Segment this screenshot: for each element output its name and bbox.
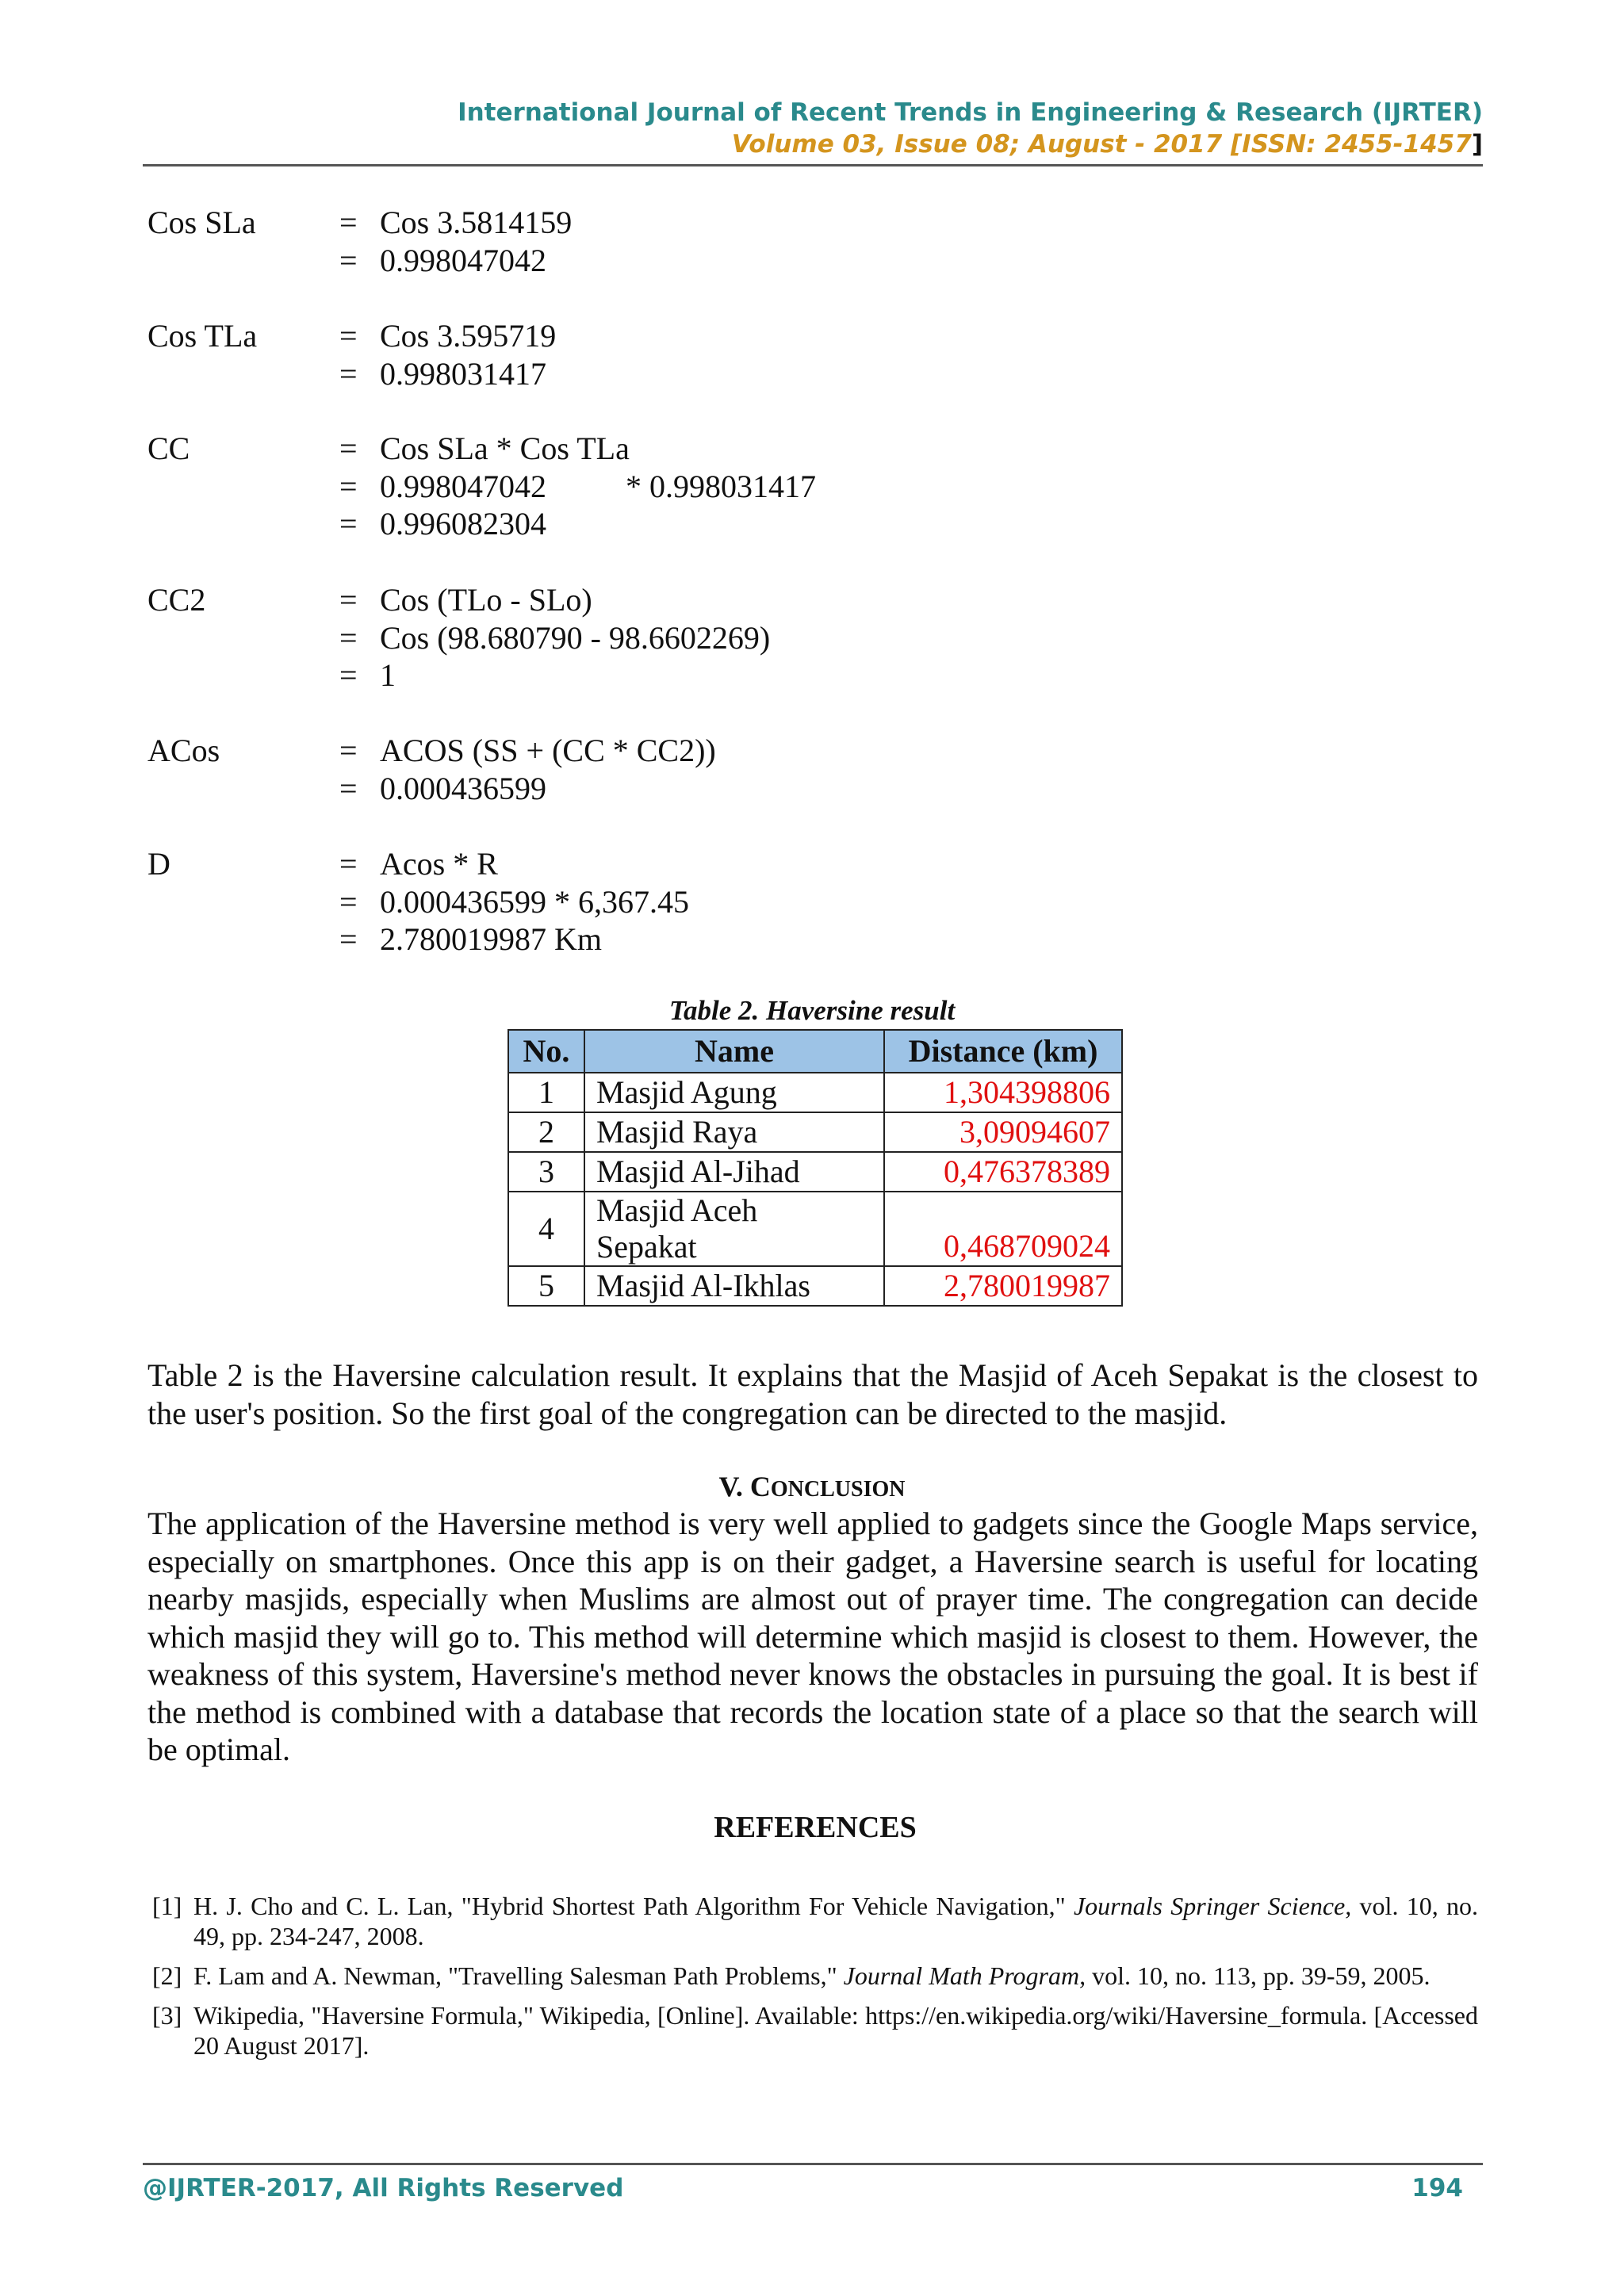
reference-text: Wikipedia, "Haversine Formula," Wikipedia, [Online]. Available: https://en.wikipedia.org/wiki/Haversine_formula. [Accessed 20 August 2017].	[193, 2001, 1478, 2060]
cell-no: 5	[508, 1266, 584, 1306]
table-row	[508, 1152, 1122, 1192]
reference-item	[152, 2000, 1478, 2061]
equation-expression: Cos (98.680790 - 98.6602269)	[380, 619, 771, 656]
reference-number: [2]	[152, 1961, 182, 1990]
journal-title: International Journal of Recent Trends in Engineering & Research (IJRTER)	[458, 98, 1483, 127]
table-row	[508, 1073, 1122, 1112]
conclusion-paragraph: The application of the Haversine method is very well applied to gadgets since the Google Maps service, especially on smartphones. Once this app is on their gadget, a Haversine search is useful for locating nearby masjids, especially when Muslims are almost out of prayer time. The congregation can decide which masjid they will go to. This method will determine which masjid is closest to them. However, the weakness of this system, Haversine's method never knows the obstacles in pursuing the goal. It is best if the method is combined with a database that records the location state of a place so that the search will be optimal.	[147, 1506, 1478, 1767]
reference-item	[152, 1891, 1478, 1951]
cell-distance: 3,09094607	[884, 1112, 1122, 1152]
table-row	[508, 1266, 1122, 1306]
haversine-result-table	[508, 1029, 1123, 1307]
references-heading: REFERENCES	[714, 1811, 917, 1844]
table-caption: Table 2. Haversine result	[668, 995, 956, 1026]
equals-sign: =	[339, 506, 358, 542]
equation-expression: Cos (TLo - SLo)	[380, 582, 592, 618]
equals-sign: =	[339, 733, 358, 768]
equation-expression: Cos 3.595719	[380, 318, 557, 354]
cell-name: Masjid Raya	[584, 1112, 884, 1152]
table-header-row	[508, 1030, 1122, 1073]
equals-sign: =	[339, 355, 358, 392]
equation-label: CC2	[147, 582, 206, 618]
equation-expression: 0.000436599	[380, 770, 546, 806]
equals-sign: =	[339, 921, 358, 958]
reference-text: H. J. Cho and C. L. Lan, "Hybrid Shortest Path Algorithm For Vehicle Navigation,"	[193, 1892, 1074, 1920]
reference-number: [1]	[152, 1892, 182, 1920]
cell-distance: 0,476378389	[884, 1152, 1122, 1192]
cell-distance: 2,780019987	[884, 1266, 1122, 1306]
reference-number: [3]	[152, 2001, 182, 2030]
page-number: 194	[1411, 2174, 1463, 2202]
cell-no: 2	[508, 1112, 584, 1152]
volume-bracket: ]	[1471, 130, 1483, 159]
footer-rule	[143, 2163, 1483, 2165]
equation-expression: 0.998047042 * 0.998031417	[380, 468, 816, 504]
references-list	[152, 1891, 1478, 2070]
equation-label: CC	[147, 430, 190, 466]
equation-label: Cos SLa	[147, 205, 256, 240]
equals-sign: =	[339, 770, 358, 806]
equals-sign: =	[339, 582, 358, 618]
equation-expression: 0.998031417	[380, 355, 546, 392]
cell-name	[584, 1192, 884, 1266]
equation-label: Cos TLa	[147, 318, 258, 354]
cell-no: 4	[508, 1192, 584, 1266]
table-row	[508, 1192, 1122, 1266]
equals-sign: =	[339, 883, 358, 920]
header-rule	[143, 164, 1483, 166]
reference-details: vol. 10, no. 113, pp. 39-59, 2005.	[1086, 1961, 1431, 1990]
cell-distance: 1,304398806	[884, 1073, 1122, 1112]
equals-sign: =	[339, 430, 358, 466]
equation-expression: Cos SLa * Cos TLa	[380, 430, 630, 466]
equals-sign: =	[339, 318, 358, 354]
equals-sign: =	[339, 205, 358, 240]
equals-sign: =	[339, 846, 358, 882]
footer-copyright: @IJRTER-2017, All Rights Reserved	[143, 2174, 624, 2202]
reference-item	[152, 1961, 1478, 1991]
cell-name: Masjid Al-Jihad	[584, 1152, 884, 1192]
equation-expression: 1	[380, 657, 396, 694]
equals-sign: =	[339, 619, 358, 656]
column-header-name: Name	[584, 1030, 884, 1073]
cell-name-line: Masjid Aceh	[596, 1192, 758, 1228]
equals-sign: =	[339, 657, 358, 694]
equation-expression: 2.780019987 Km	[380, 921, 602, 958]
equals-sign: =	[339, 242, 358, 278]
equation-expression: 0.000436599 * 6,367.45	[380, 883, 689, 920]
equation-expression: 0.998047042	[380, 242, 546, 278]
reference-text: F. Lam and A. Newman, "Travelling Salesman Path Problems,"	[193, 1961, 844, 1990]
column-header-distance: Distance (km)	[884, 1030, 1122, 1073]
equation-label: D	[147, 846, 170, 882]
cell-name-line: Sepakat	[596, 1229, 697, 1265]
equation-expression: Acos * R	[380, 846, 498, 882]
equals-sign: =	[339, 468, 358, 504]
table-explanation-paragraph: Table 2 is the Haversine calculation result. It explains that the Masjid of Aceh Sepakat is the closest to the user's position. So the first goal of the congregation can be directed to the masjid.	[147, 1357, 1478, 1431]
equation-expression: Cos 3.5814159	[380, 205, 573, 240]
conclusion-heading-rest: ONCLUSION	[770, 1477, 906, 1502]
cell-no: 1	[508, 1073, 584, 1112]
equation-expression: 0.996082304	[380, 506, 546, 542]
equation-label: ACos	[147, 733, 220, 768]
reference-details: vol. 10, no. 49, pp. 234-247, 2008.	[193, 1892, 1479, 1950]
conclusion-heading-num: V. C	[718, 1471, 771, 1502]
equation-expression: ACOS (SS + (CC * CC2))	[380, 733, 716, 768]
journal-header	[143, 97, 1483, 160]
volume-text: Volume 03, Issue 08; August - 2017 [ISSN: 2455-1457	[731, 130, 1472, 159]
cell-name: Masjid Agung	[584, 1073, 884, 1112]
cell-no: 3	[508, 1152, 584, 1192]
table-row	[508, 1112, 1122, 1152]
cell-name: Masjid Al-Ikhlas	[584, 1266, 884, 1306]
journal-volume	[143, 128, 1483, 160]
column-header-no: No.	[508, 1030, 584, 1073]
conclusion-heading	[0, 1469, 1624, 1507]
cell-distance: 0,468709024	[884, 1192, 1122, 1266]
reference-venue: Journals Springer Science,	[1073, 1892, 1352, 1920]
reference-venue: Journal Math Program,	[843, 1961, 1086, 1990]
